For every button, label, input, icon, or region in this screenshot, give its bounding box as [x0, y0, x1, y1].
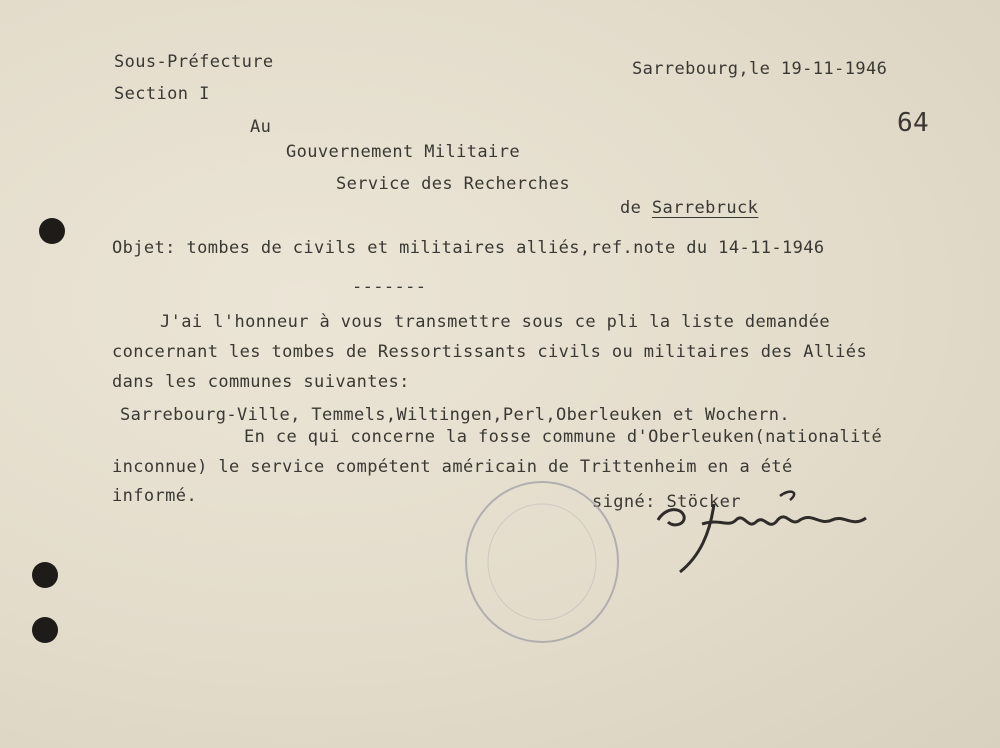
- addressee-line-2: Service des Recherches: [336, 174, 570, 194]
- addressee-line-1: Gouvernement Militaire: [286, 142, 520, 162]
- reference-number: 64: [897, 108, 930, 138]
- place-date: Sarrebourg,le 19-11-1946: [632, 59, 888, 79]
- punch-hole: [32, 617, 58, 643]
- punch-hole: [32, 562, 58, 588]
- handwritten-signature-icon: [640, 478, 890, 578]
- office-name: Sous-Préfecture: [114, 52, 274, 72]
- signed-line: signé: Stöcker: [592, 492, 741, 512]
- body-line-1: J'ai l'honneur à vous transmettre sous ce pli la liste demandée: [160, 312, 830, 332]
- body-line-6: inconnue) le service compétent américain de Trittenheim en a été: [112, 457, 793, 477]
- subject-line: Objet: tombes de civils et militaires alliés,ref.note du 14-11-1946: [112, 238, 825, 258]
- section-label: Section I: [114, 84, 210, 104]
- addressee-line-3: de Sarrebruck: [620, 198, 759, 218]
- divider: -------: [352, 277, 427, 297]
- body-line-4: Sarrebourg-Ville, Temmels,Wiltingen,Perl,Oberleuken et Wochern.: [120, 405, 790, 425]
- addressee-city: Sarrebruck: [651, 198, 759, 218]
- body-line-5: En ce qui concerne la fosse commune d'Oberleuken(nationalité: [244, 427, 883, 447]
- punch-hole: [39, 218, 65, 244]
- body-line-3: dans les communes suivantes:: [112, 372, 410, 392]
- round-official-stamp-icon: [462, 478, 622, 646]
- body-line-7: informé.: [112, 486, 198, 506]
- addressee-prefix: Au: [250, 117, 272, 137]
- body-line-2: concernant les tombes de Ressortissants civils ou militaires des Alliés: [112, 342, 868, 362]
